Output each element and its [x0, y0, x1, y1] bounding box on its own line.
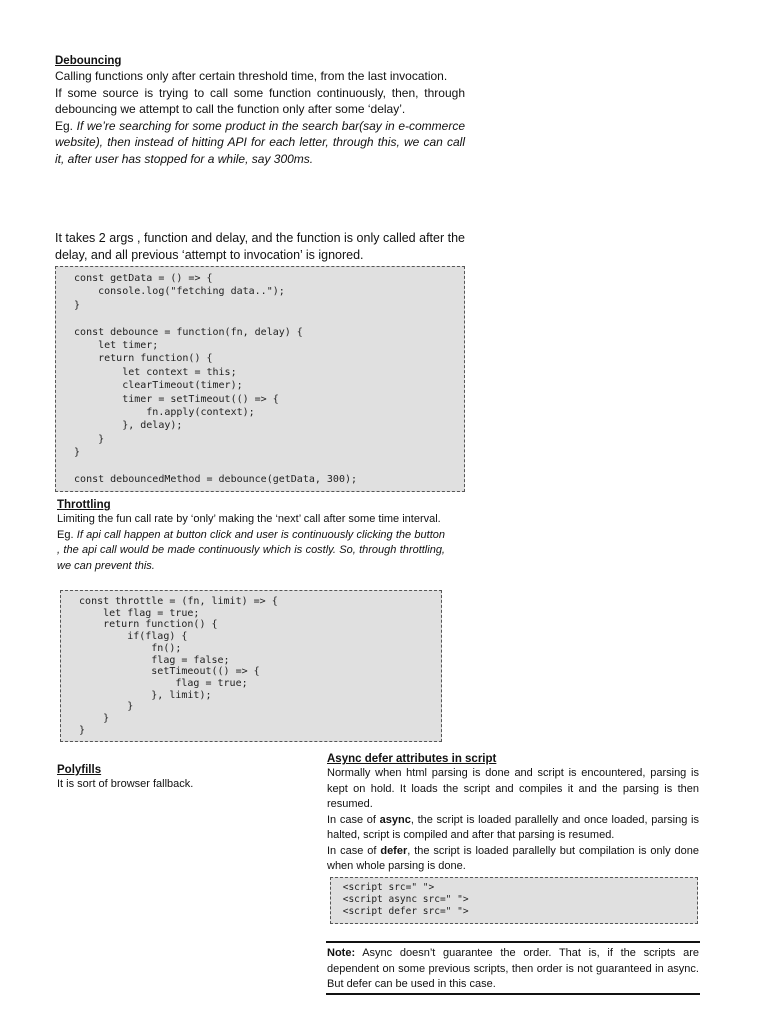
throttling-definition: Limiting the fun call rate by ‘only’ making the ‘next’ call after some time interval. — [57, 513, 441, 525]
debouncing-explanation: If some source is trying to call some function continuously, then, through debouncing we attempt to call the function only after some ‘delay’. — [55, 85, 465, 116]
throttle-code: const throttle = (fn, limit) => { let flag = true; return function() { if(flag) { fn(); flag = false; setTimeout(() => { flag = true; }, limit); } } } — [79, 596, 278, 736]
debouncing-section — [55, 54, 465, 167]
debouncing-args — [55, 230, 465, 264]
async-defer-section — [327, 752, 699, 875]
throttling-heading: Throttling — [57, 499, 111, 511]
script-tags-code-block — [330, 877, 698, 924]
debouncing-example-prefix: Eg. — [55, 118, 74, 133]
debouncing-args-text: It takes 2 args , function and delay, and the function is only called after the delay, and all previous ‘attempt to invocation’ is ignored. — [55, 231, 465, 262]
polyfills-section — [57, 763, 297, 793]
async-pre: In case of — [327, 813, 380, 826]
polyfills-heading: Polyfills — [57, 764, 102, 776]
debouncing-example-text: If we’re searching for some product in the search bar(say in e-commerce website), then instead of hitting API for each letter, through this, we can call it, after user has stopped for a while, say 300ms. — [55, 118, 465, 166]
debouncing-definition: Calling functions only after certain threshold time, from the last invocation. — [55, 69, 448, 83]
script-tags-code: <script src=" "> <script async src=" "> <script defer src=" "> — [342, 882, 469, 917]
note-text — [327, 946, 699, 993]
async-keyword: async — [379, 813, 411, 826]
throttling-example-text: If api call happen at button click and user is continuously clicking the button , the api call would be made continuously which is costly. So, through throttling, we can prevent this. — [57, 528, 445, 572]
async-defer-intro: Normally when html parsing is done and script is encountered, parsing is kept on hold. It loads the script and compiles it and the parsing is then resumed. — [327, 767, 699, 810]
throttling-example-prefix: Eg. — [57, 528, 74, 541]
note-label: Note: — [327, 947, 356, 959]
defer-paragraph — [327, 844, 699, 875]
debouncing-example — [55, 118, 465, 168]
async-paragraph — [327, 813, 699, 844]
debounce-code: const getData = () => { console.log("fetching data.."); } const debounce = function(fn, delay) { let timer; return function() { let context = this; clearTimeout(timer); timer = setTimeout(() => { fn.apply(context); }, delay); } } const debouncedMethod = debounce(getData, 300); — [74, 273, 358, 486]
debouncing-heading: Debouncing — [55, 55, 122, 67]
defer-keyword: defer — [380, 844, 408, 857]
note-body: Async doesn’t guarantee the order. That is, if the scripts are dependent on some previous scripts, then order is not guaranteed in async. But defer can be used in this case. — [327, 947, 699, 990]
debounce-code-block — [55, 266, 465, 492]
defer-post: , the script is loaded parallelly but compilation is only done when whole parsing is done. — [327, 844, 699, 872]
throttling-example — [57, 528, 445, 575]
async-post: , the script is loaded parallelly and once loaded, parsing is halted, script is compiled and after that parsing is resumed. — [327, 813, 699, 841]
note-box — [326, 941, 700, 995]
polyfills-text: It is sort of browser fallback. — [57, 778, 194, 790]
throttling-section — [57, 498, 445, 574]
defer-pre: In case of — [327, 844, 381, 857]
throttle-code-block — [60, 590, 442, 742]
async-defer-heading: Async defer attributes in script — [327, 753, 497, 765]
